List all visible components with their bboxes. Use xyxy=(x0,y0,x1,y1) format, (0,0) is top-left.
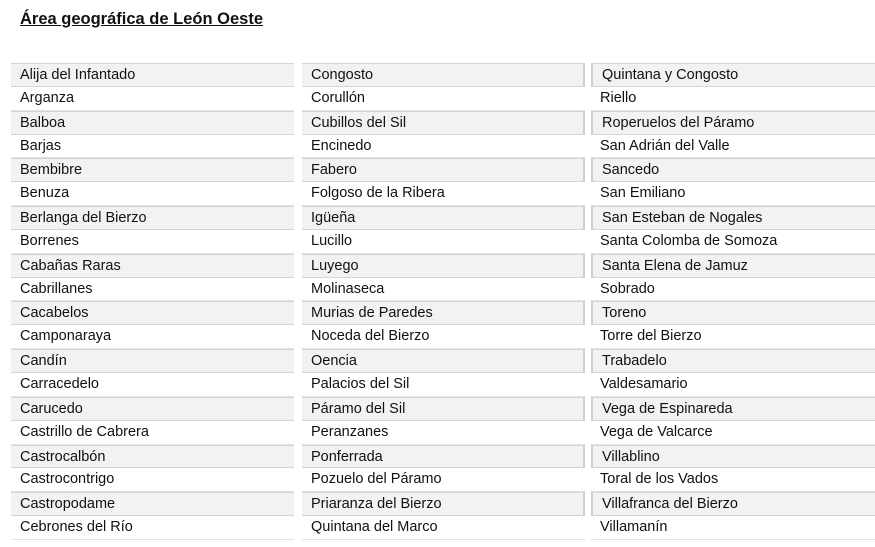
list-item: Cacabelos xyxy=(11,301,294,325)
list-item: San Emiliano xyxy=(591,182,875,206)
list-item: Oencia xyxy=(302,349,585,373)
list-item: Trabadelo xyxy=(591,349,875,373)
list-item: Castrocontrigo xyxy=(11,468,294,492)
list-item: Balboa xyxy=(11,111,294,135)
list-item: Valdesamario xyxy=(591,373,875,397)
list-item: Toral de los Vados xyxy=(591,468,875,492)
list-item: Pozuelo del Páramo xyxy=(302,468,585,492)
list-item: Cabañas Raras xyxy=(11,254,294,278)
list-item: Corullón xyxy=(302,87,585,111)
municipality-column-1 xyxy=(11,63,294,540)
list-item: Peranzanes xyxy=(302,421,585,445)
list-item: Murias de Paredes xyxy=(302,301,585,325)
list-item: Páramo del Sil xyxy=(302,397,585,421)
list-item: Riello xyxy=(591,87,875,111)
list-item: Villablino xyxy=(591,445,875,469)
list-item: San Adrián del Valle xyxy=(591,135,875,159)
list-item: Alija del Infantado xyxy=(11,63,294,87)
list-item: Santa Elena de Jamuz xyxy=(591,254,875,278)
list-item: Sobrado xyxy=(591,278,875,302)
list-item: Castrillo de Cabrera xyxy=(11,421,294,445)
list-item: Fabero xyxy=(302,158,585,182)
municipality-column-2 xyxy=(302,63,585,540)
list-item: Noceda del Bierzo xyxy=(302,325,585,349)
list-item: Igüeña xyxy=(302,206,585,230)
list-item: Torre del Bierzo xyxy=(591,325,875,349)
list-item: Roperuelos del Páramo xyxy=(591,111,875,135)
list-item: Vega de Valcarce xyxy=(591,421,875,445)
list-item: Borrenes xyxy=(11,230,294,254)
list-item: Barjas xyxy=(11,135,294,159)
list-item: Cubillos del Sil xyxy=(302,111,585,135)
list-item: Ponferrada xyxy=(302,445,585,469)
list-item: Quintana y Congosto xyxy=(591,63,875,87)
list-item: Molinaseca xyxy=(302,278,585,302)
list-item: Candín xyxy=(11,349,294,373)
list-item: Berlanga del Bierzo xyxy=(11,206,294,230)
list-item: Bembibre xyxy=(11,158,294,182)
municipality-column-3 xyxy=(591,63,875,540)
list-item: Benuza xyxy=(11,182,294,206)
list-item: Carucedo xyxy=(11,397,294,421)
list-item: Lucillo xyxy=(302,230,585,254)
list-item: Villafranca del Bierzo xyxy=(591,492,875,516)
list-item: Congosto xyxy=(302,63,585,87)
list-item: Vega de Espinareda xyxy=(591,397,875,421)
list-item: Luyego xyxy=(302,254,585,278)
list-item: Sancedo xyxy=(591,158,875,182)
list-item: Castrocalbón xyxy=(11,445,294,469)
list-item: Villamanín xyxy=(591,516,875,540)
list-item: Quintana del Marco xyxy=(302,516,585,540)
list-item: Arganza xyxy=(11,87,294,111)
list-item: Cebrones del Río xyxy=(11,516,294,540)
list-item: San Esteban de Nogales xyxy=(591,206,875,230)
list-item: Santa Colomba de Somoza xyxy=(591,230,875,254)
list-item: Cabrillanes xyxy=(11,278,294,302)
list-item: Palacios del Sil xyxy=(302,373,585,397)
list-item: Castropodame xyxy=(11,492,294,516)
list-item: Toreno xyxy=(591,301,875,325)
list-item: Carracedelo xyxy=(11,373,294,397)
page-title: Área geográfica de León Oeste xyxy=(20,10,263,28)
list-item: Encinedo xyxy=(302,135,585,159)
list-item: Camponaraya xyxy=(11,325,294,349)
list-item: Folgoso de la Ribera xyxy=(302,182,585,206)
list-item: Priaranza del Bierzo xyxy=(302,492,585,516)
